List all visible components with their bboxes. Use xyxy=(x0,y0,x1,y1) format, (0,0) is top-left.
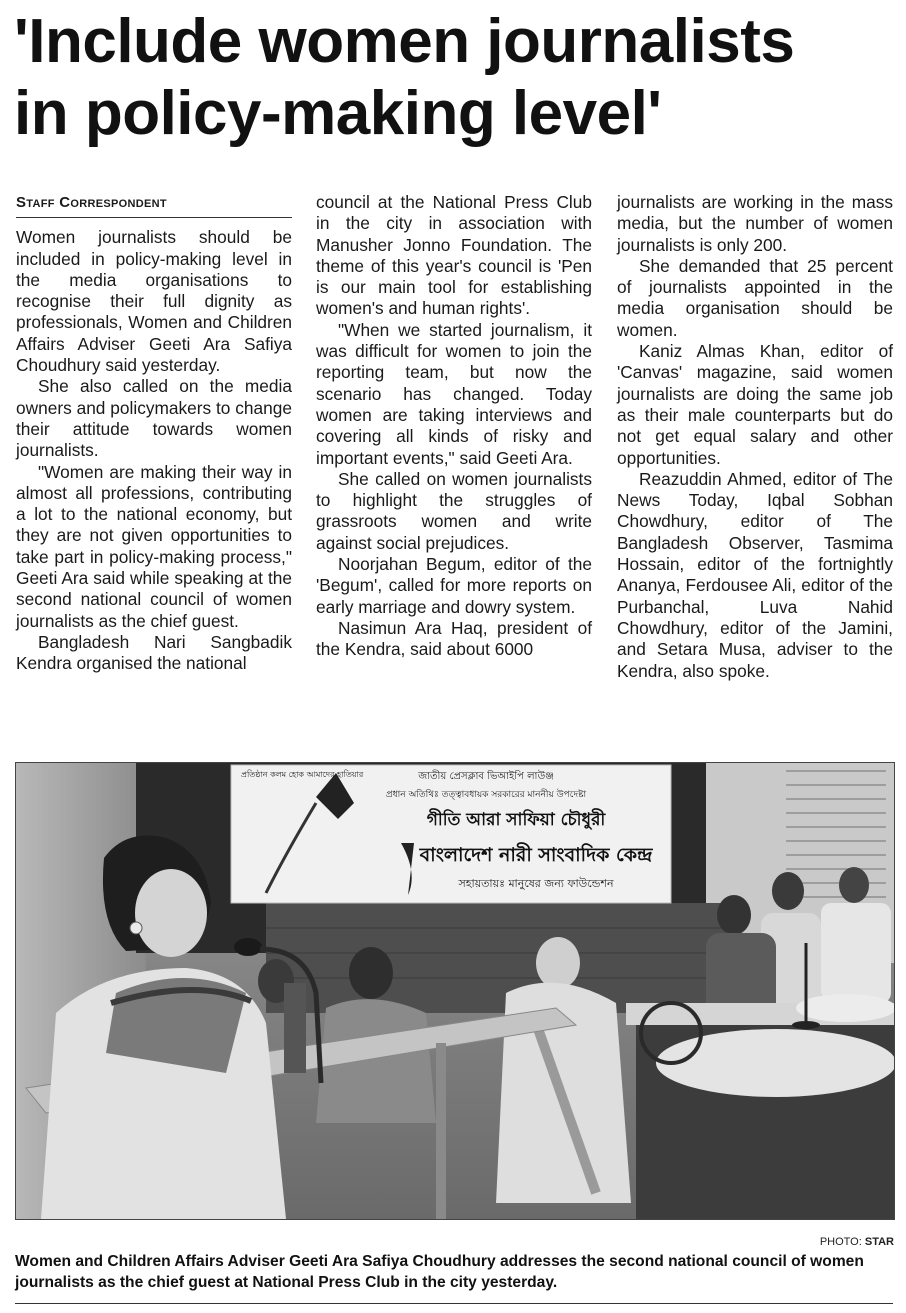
banner-line-2: প্রধান অতিথিঃ তত্ত্বাবধায়ক সরকারের মাননীয় উপদেষ্টা xyxy=(385,790,587,800)
headline-line-1: 'Include women journalists xyxy=(14,7,795,76)
paragraph: Women journalists should be included in policy-making level in the media organisations to recognise their full dignity as professionals, Women and Children Affairs Adviser Geeti Ara Safiya Choudhury said yesterday. xyxy=(16,227,292,376)
byline: Staff Correspondent xyxy=(16,192,292,218)
photo-credit-source: STAR xyxy=(864,1236,894,1248)
paragraph: "Women are making their way in almost all professions, contributing a lot to the national economy, but they are not given opportunities to take part in policy-making process," Geeti Ara said while speaking at the second national council of women journalists as the chief guest. xyxy=(16,461,292,631)
paragraph: Reazuddin Ahmed, editor of The News Today, Iqbal Sobhan Chowdhury, editor of The Bangladesh Observer, Tasmima Hossain, editor of the fortnightly Ananya, Ferdousee Ali, editor of the Purbanchal, Luva Nahid Chowdhury, editor of the Jamini, and Setara Musa, adviser to the Kendra, also spoke. xyxy=(617,468,893,681)
paragraph: Kaniz Almas Khan, editor of 'Canvas' magazine, said women journalists are doing the same job as their male counterparts but do not get equal salary and other opportunities. xyxy=(617,341,893,468)
paragraph: Noorjahan Begum, editor of the 'Begum', called for more reports on early marriage and dowry system. xyxy=(316,554,592,617)
paragraph: She called on women journalists to highlight the struggles of grassroots women and write against social prejudices. xyxy=(316,468,592,553)
banner-line-4: বাংলাদেশ নারী সাংবাদিক কেন্দ্র xyxy=(419,844,653,866)
banner-line-3: গীতি আরা সাফিয়া চৌধুরী xyxy=(426,810,606,830)
paragraph: "When we started journalism, it was difficult for women to join the reporting team, but now the scenario has changed. Today women are taking interviews and covering all kinds of risky and important events," said Geeti Ara. xyxy=(316,319,592,468)
photo-credit xyxy=(820,1236,894,1248)
bottom-rule xyxy=(15,1303,893,1304)
paragraph: journalists are working in the mass media, but the number of women journalists is only 200. xyxy=(617,192,893,255)
article-column-2 xyxy=(316,192,592,661)
headline xyxy=(14,6,894,150)
banner-line-5: সহায়তায়ঃ মানুষের জন্য ফাউন্ডেশন xyxy=(458,877,614,890)
headline-line-2: in policy-making level' xyxy=(14,79,662,148)
paragraph: She also called on the media owners and policymakers to change their attitude towards women journalists. xyxy=(16,376,292,461)
photo-caption: Women and Children Affairs Adviser Geeti Ara Safiya Choudhury addresses the second national council of women journalists as the chief guest at National Press Club in the city yesterday. xyxy=(15,1253,864,1291)
news-photo xyxy=(15,762,895,1220)
paragraph: Nasimun Ara Haq, president of the Kendra, said about 6000 xyxy=(316,617,592,660)
stage-banner xyxy=(231,765,671,903)
photo-credit-prefix: PHOTO: xyxy=(819,1236,865,1248)
paragraph: Bangladesh Nari Sangbadik Kendra organised the national xyxy=(16,631,292,674)
paragraph: She demanded that 25 percent of journalists appointed in the media organisation should be women. xyxy=(617,255,893,340)
banner-line-1: জাতীয় প্রেসক্লাব ভিআইপি লাউঞ্জ xyxy=(418,771,554,782)
banner-corner-text: প্রতিষ্ঠান কলম হোক আমাদের হাতিয়ার xyxy=(241,770,364,779)
article-column-3 xyxy=(617,192,893,682)
article-column-1 xyxy=(16,192,292,675)
paragraph: council at the National Press Club in the city in association with Manusher Jonno Foundation. The theme of this year's council is 'Pen is our main tool for establishing women's and human rights'. xyxy=(316,192,592,319)
